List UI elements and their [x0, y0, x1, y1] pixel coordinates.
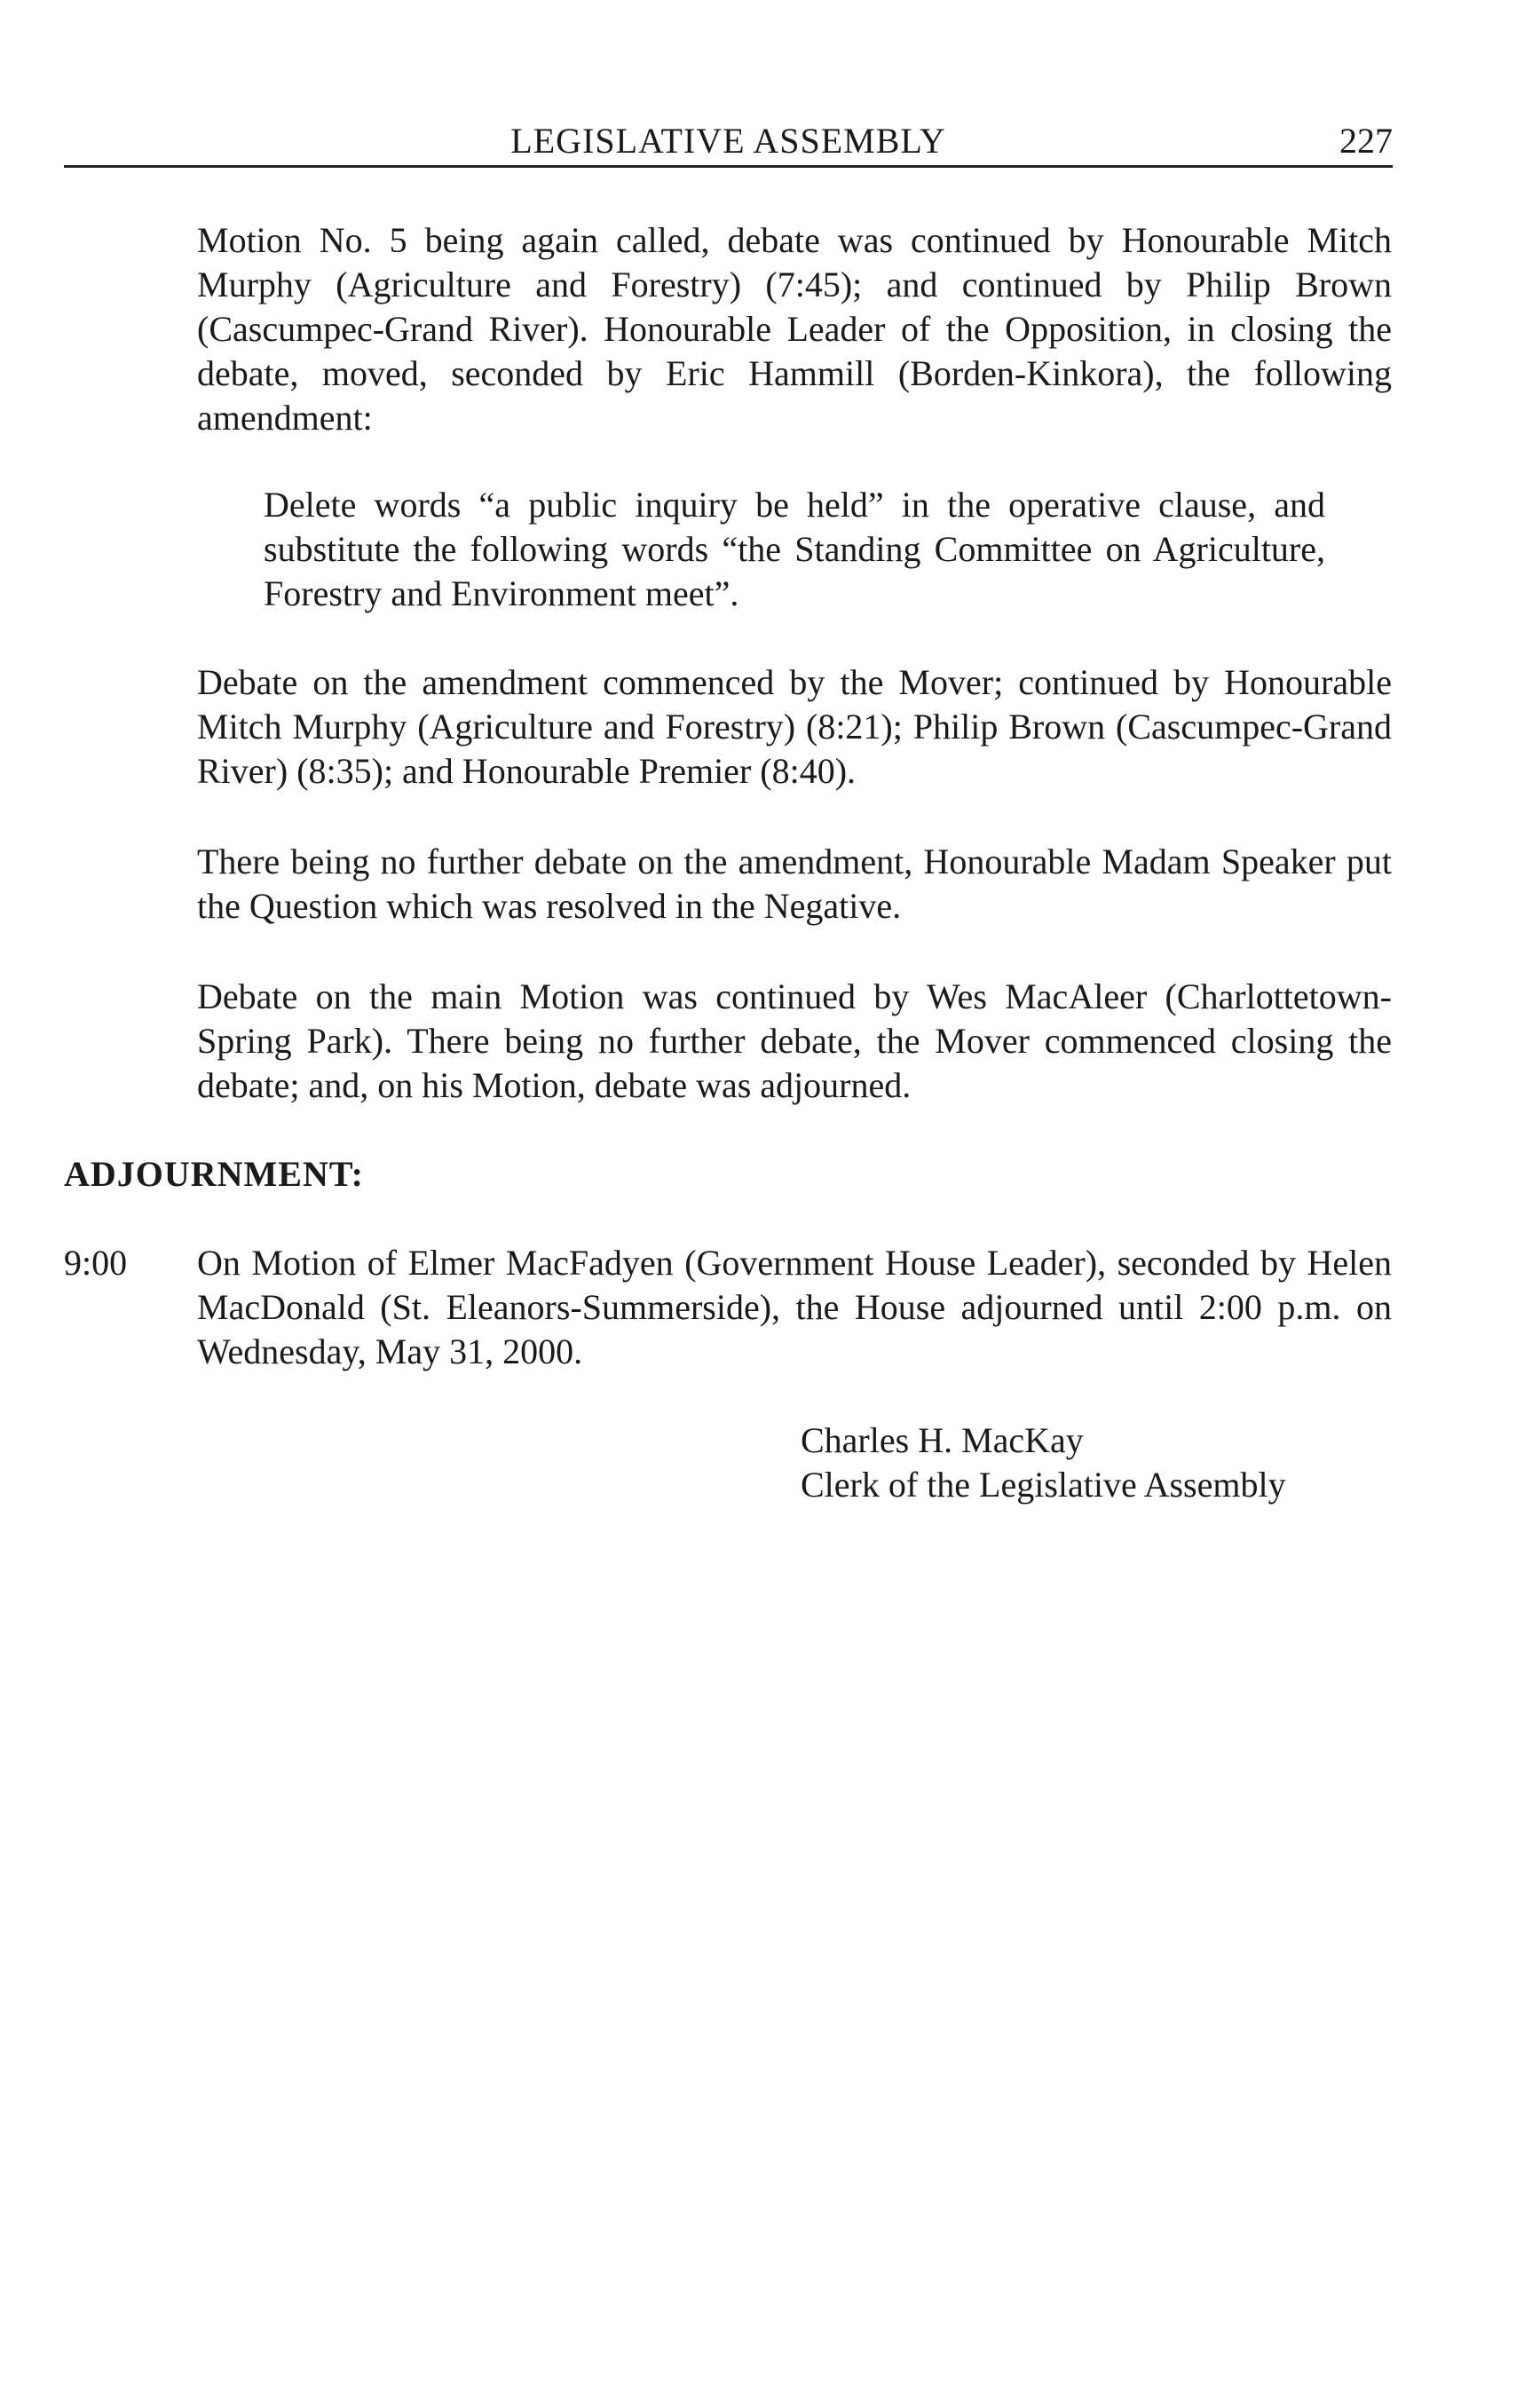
main-motion-paragraph: Debate on the main Motion was continued by Wes MacAleer (Charlottetown-Spring Park). There being no further debate, the Mover commenced closing the debate; and, on his Motion, debate was adjourned. — [197, 976, 1392, 1105]
header-title: LEGISLATIVE ASSEMBLY — [510, 121, 946, 161]
adjournment-heading: ADJOURNMENT: — [64, 1154, 364, 1194]
amendment-quote: Delete words “a public inquiry be held” in the operative clause, and substitute the following words “the Standing Committee on Agriculture, Forestry and Environment meet”. — [264, 485, 1325, 613]
motion-paragraph: Motion No. 5 being again called, debate was continued by Honourable Mitch Murphy (Agriculture and Forestry) (7:45); and continued by Philip Brown (Cascumpec-Grand River). Honourable Leader of the Opposition, in closing the debate, moved, seconded by Eric Hammill (Borden-Kinkora), the following amendment: — [197, 220, 1392, 438]
adjournment-text: On Motion of Elmer MacFadyen (Government House Leader), seconded by Helen MacDonald (St. Eleanors-Summerside), the House adjourned until 2:00 p.m. on Wednesday, May 31, 2000. — [197, 1243, 1392, 1371]
signature-block — [801, 1418, 1286, 1507]
adjournment-time: 9:00 — [64, 1243, 128, 1283]
amendment-debate-paragraph: Debate on the amendment commenced by the Mover; continued by Honourable Mitch Murphy (Agriculture and Forestry) (8:21); Philip Brown (Cascumpec-Grand River) (8:35); and Honourable Premier (8:40). — [197, 662, 1392, 791]
signatory-name: Charles H. MacKay — [801, 1420, 1084, 1460]
amendment-result-paragraph: There being no further debate on the amendment, Honourable Madam Speaker put the Question which was resolved in the Negative. — [197, 841, 1392, 926]
page-number: 227 — [1339, 121, 1393, 161]
header-rule — [64, 165, 1393, 168]
signatory-title: Clerk of the Legislative Assembly — [801, 1465, 1286, 1505]
running-header — [64, 118, 1393, 164]
